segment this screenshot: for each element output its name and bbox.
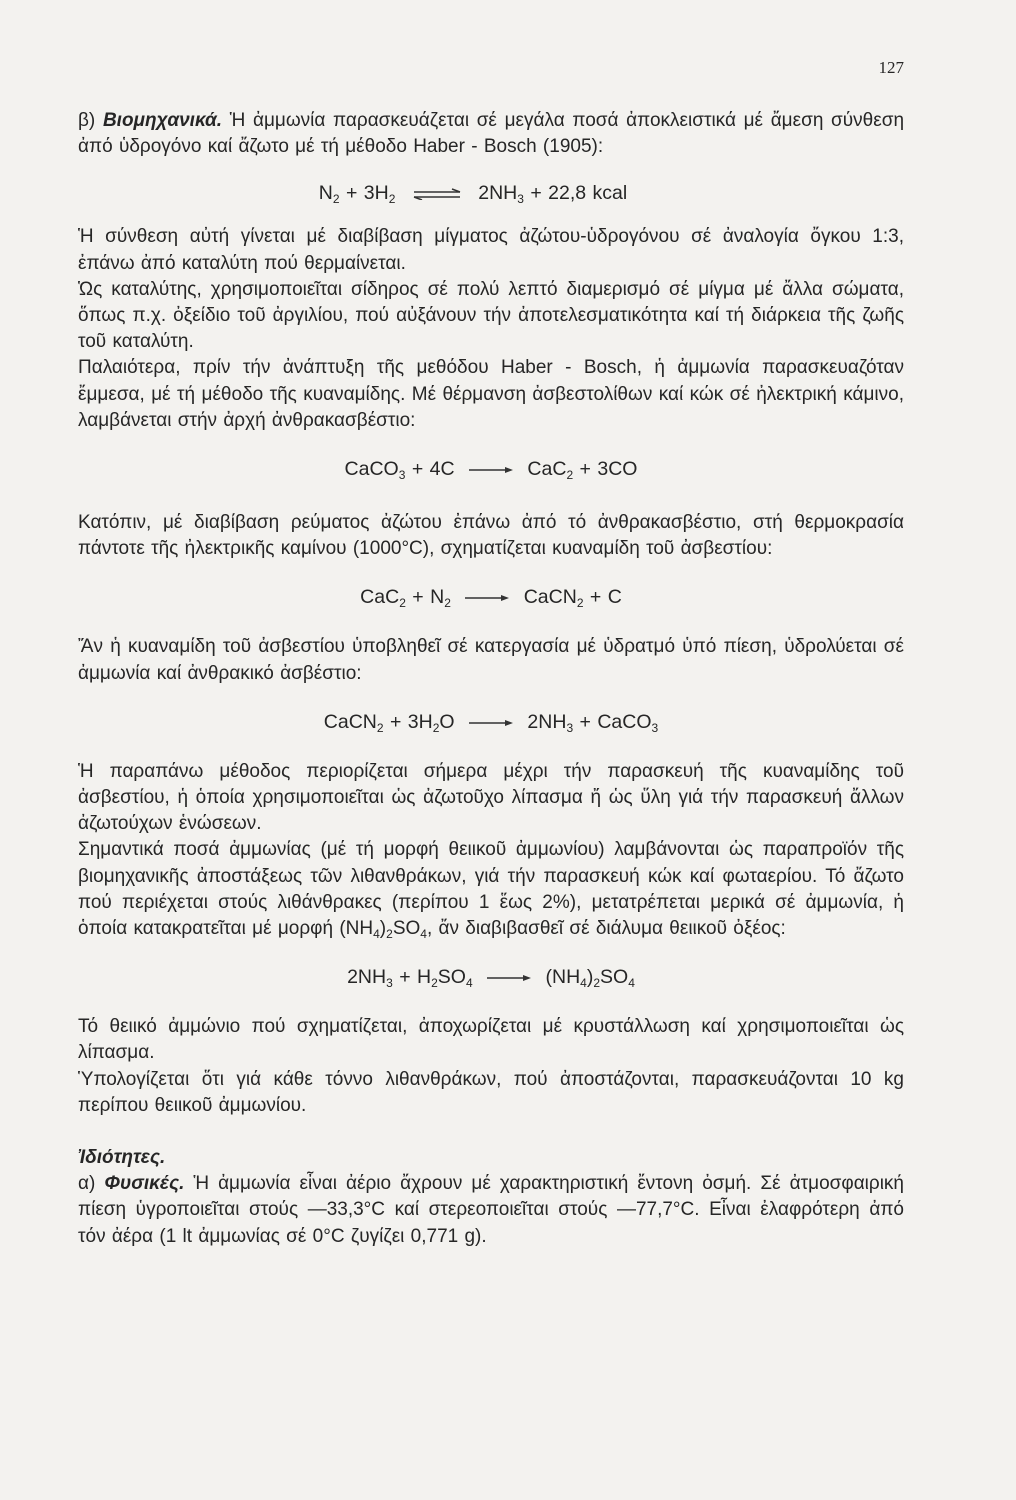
paragraph-hydrolysis: Ἄν ἡ κυαναμίδη τοῦ ἀσβεστίου ὑποβληθεῖ σέ κατεργασία μέ ὑδρατμό ὑπό πίεση, ὑδρολύεται σέ ἀμμωνία καί ἀνθρακικό ἀσβέστιο: (78, 636, 904, 684)
paragraph-cyanamide-method: Παλαιότερα, πρίν τήν ἀνάπτυξη τῆς μεθόδου Haber - Bosch, ἡ ἀμμωνία παρασκευαζόταν ἔμμεσα, μέ τή μέθοδο τῆς κυαναμίδης. Μέ θέρμανση ἀσβεστολίθων καί κώκ σέ ἠλεκτρική κάμινο, λαμβάνεται στήν ἀρχή ἀνθρακασβέστιο: (78, 357, 904, 431)
equilibrium-arrow-icon (412, 188, 462, 200)
page-body (78, 108, 904, 1250)
item-letter: α) (78, 1173, 96, 1195)
equation-ammonium-sulfate: $2NH_3 + H_2SO_4$ $(NH_4)_2SO_4$ (347, 966, 635, 991)
equation-hydrolysis: CaCN$_2$ + $3H_2O$ $2NH_3$ + CaCO$_3$ (323, 710, 659, 735)
subheading-industrial: Βιομηχανικά. (102, 110, 223, 131)
paragraph-nitrogen-pass: Κατόπιν, μέ διαβίβαση ρεύματος ἀζώτου ἐπάνω ἀπό τό ἀνθρακασβέστιο, στή θερμοκρασία πάντοτε τῆς ἠλεκτρικῆς καμίνου (1000°C), σχηματίζεται κυαναμίδη τοῦ ἀσβεστίου: (78, 512, 904, 560)
reaction-arrow-icon (487, 973, 531, 983)
paragraph-yield: Ὑπολογίζεται ὅτι γιά κάθε τόννο λιθανθράκων, πού ἀποστάζονται, παρασκευάζονται 10 kg περίπου θειικοῦ ἀμμωνίου. (78, 1068, 904, 1116)
reaction-arrow-icon (465, 593, 509, 603)
paragraph-physical: α) Φυσικές. Ἡ ἀμμωνία εἶναι ἀέριο ἄχρουν μέ χαρακτηριστική ἔντονη ὀσμή. Σέ ἀτμοσφαιρική πίεση ὑγροποιεῖται στούς —33,3°C καί στερεοποιεῖται στούς —77,7°C. Εἶναι ἐλαφρότερη ἀπό τόν ἀέρα (1 lt ἀμμωνίας σέ 0°C ζυγίζει 0,771 g). (78, 1173, 905, 1247)
equation-haber-bosch: $N_2 + 3H_2$ $2NH_3 + 22,8$ kcal (318, 182, 628, 207)
paragraph-method-today: Ἡ παραπάνω μέθοδος περιορίζεται σήμερα μέχρι τήν παρασκευή τῆς κυαναμίδης τοῦ ἀσβεστίου, ἡ ὁποία χρησιμοποιεῖται ὡς ἀζωτοῦχο λίπασμα ἤ ὡς ὕλη γιά τήν παρασκευή ἄλλων ἀζωτούχων ἑνώσεων. (78, 760, 904, 835)
subheading-physical: Φυσικές. (104, 1173, 185, 1195)
paragraph-text: Ἡ ἀμμωνία παρασκευάζεται σέ μεγάλα ποσά ἀποκλειστικά μέ ἄμεση σύνθεση ἀπό ὑδρογόνο καί ἄζωτο μέ τή μέθοδο Haber - Bosch (1905): (78, 110, 905, 158)
reaction-arrow-icon (469, 718, 513, 728)
paragraph-industrial (78, 108, 904, 160)
equation-calcium-cyanamide: $CaC_2 + N_2$ CaCN$_2$ + C (360, 586, 622, 611)
section-heading-properties: Ἰδιότητες. (78, 1147, 166, 1169)
paragraph-byproduct: Σημαντικά ποσά ἀμμωνίας (μέ τή μορφή θειικοῦ ἀμμωνίου) λαμβάνονται ὡς παραπροϊόν τῆς βιομηχανικῆς ἀποστάξεως τῶν λιθανθράκων, γιά τήν παρασκευή κώκ καί φωταερίου. Τό ἄζωτο πού περιέχεται στούς λιθάνθρακες (περίπου 1 ἕως 2%), μετατρέπεται μερικά σέ ἀμμωνία, ἡ ὁποία κατακρατεῖται μέ μορφή $(NH_4)_2SO_4$, ἄν διαβιβασθεῖ σέ διάλυμα θειικοῦ ὀξέος: (78, 839, 904, 942)
paragraph-sulfate-use: Τό θειικό ἀμμώνιο πού σχηματίζεται, ἀποχωρίζεται μέ κρυστάλλωση καί χρησιμοποιεῖται ὡς λίπασμα. (78, 1016, 904, 1064)
item-letter: β) (78, 110, 96, 131)
reaction-arrow-icon (469, 465, 513, 475)
page-number: 127 (878, 58, 904, 77)
paragraph-synthesis: Ἡ σύνθεση αὐτή γίνεται μέ διαβίβαση μίγματος ἀζώτου-ὑδρογόνου σέ ἀναλογία ὄγκου 1:3, ἐπάνω ἀπό καταλύτη πού θερμαίνεται. (78, 226, 904, 274)
paragraph-catalyst: Ὡς καταλύτης, χρησιμοποιεῖται σίδηρος σέ πολύ λεπτό διαμερισμό σέ μίγμα μέ ἄλλα σώματα, ὅπως π.χ. ὀξείδιο τοῦ ἀργιλίου, πού αὐξάνουν τήν ἀποτελεσματικότητα καί τή διάρκεια τῆς ζωῆς τοῦ καταλύτη. (78, 278, 904, 353)
equation-calcium-carbide: CaCO$_3$ + 4C CaC$_2$ + 3CO (344, 458, 638, 483)
